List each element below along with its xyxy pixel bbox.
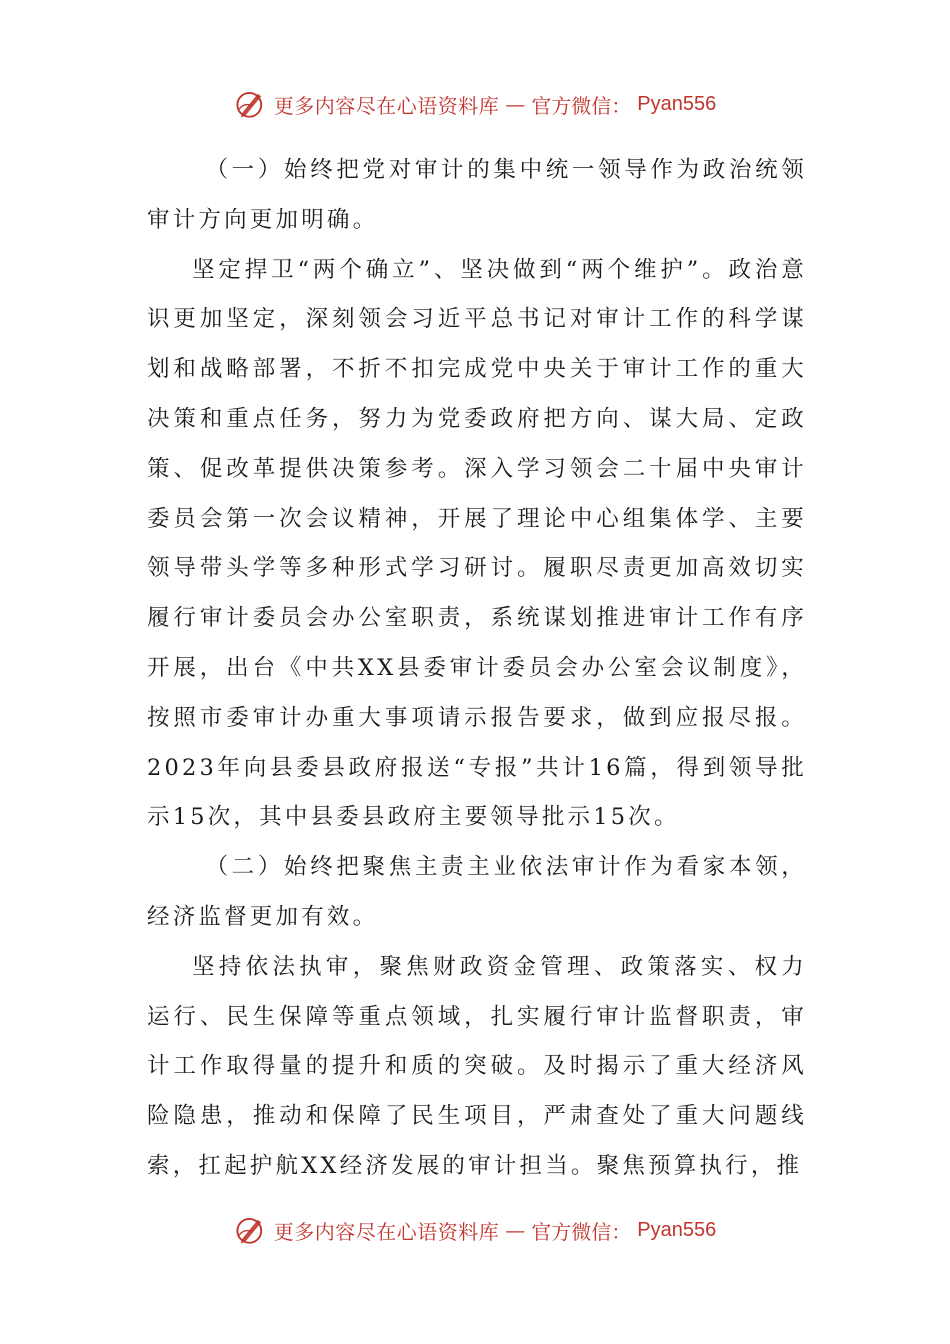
section-heading-1: （一）始终把党对审计的集中统一领导作为政治统领审计方向更加明确。 — [147, 157, 807, 233]
header-banner — [0, 84, 950, 124]
footer-banner — [0, 1210, 950, 1250]
banner-wechat-label: 官方微信： — [531, 93, 632, 118]
banner-brand-text: 更多内容尽在心语资料库 — [273, 1219, 500, 1244]
pen-logo-icon — [234, 1213, 268, 1247]
banner-dash: — — [505, 92, 526, 116]
banner-wechat-id: Pyan556 — [637, 92, 717, 115]
body-paragraph-1: 坚定捍卫“两个确立”、坚决做到“两个维护”。政治意识更加坚定，深刻领会习近平总书记对审计工作的科学谋划和战略部署，不折不扣完成党中央关于审计工作的重大决策和重点任务，努力为党委政府把方向、谋大局、定政策、促改革提供决策参考。深入学习领会二十届中央审计委员会第一次会议精神，开展了理论中心组集体学、主要领导带头学等多种形式学习研讨。履职尽责更加高效切实履行审计委员会办公室职责，系统谋划推进审计工作有序开展，出台《中共XX县委审计委员会办公室会议制度》，按照市委审计办重大事项请示报告要求，做到应报尽报。2023年向县委县政府报送“专报”共计16篇，得到领导批示15次，其中县委县政府主要领导批示15次。 — [147, 256, 807, 831]
banner-wechat-label: 官方微信： — [531, 1219, 632, 1244]
pen-logo-icon — [234, 87, 268, 121]
banner-dash: — — [505, 1218, 526, 1242]
body-paragraph-2: 坚持依法执审，聚焦财政资金管理、政策落实、权力运行、民生保障等重点领域，扎实履行审计监督职责，审计工作取得量的提升和质的突破。及时揭示了重大经济风险隐患，推动和保障了民生项目，严肃查处了重大问题线索，扛起护航XX经济发展的审计担当。聚焦预算执行，推 — [147, 953, 807, 1179]
banner-wechat-id: Pyan556 — [637, 1218, 717, 1241]
document-body — [147, 146, 807, 1192]
section-heading-2: （二）始终把聚焦主责主业依法审计作为看家本领，经济监督更加有效。 — [147, 854, 807, 930]
banner-brand-text: 更多内容尽在心语资料库 — [273, 93, 500, 118]
